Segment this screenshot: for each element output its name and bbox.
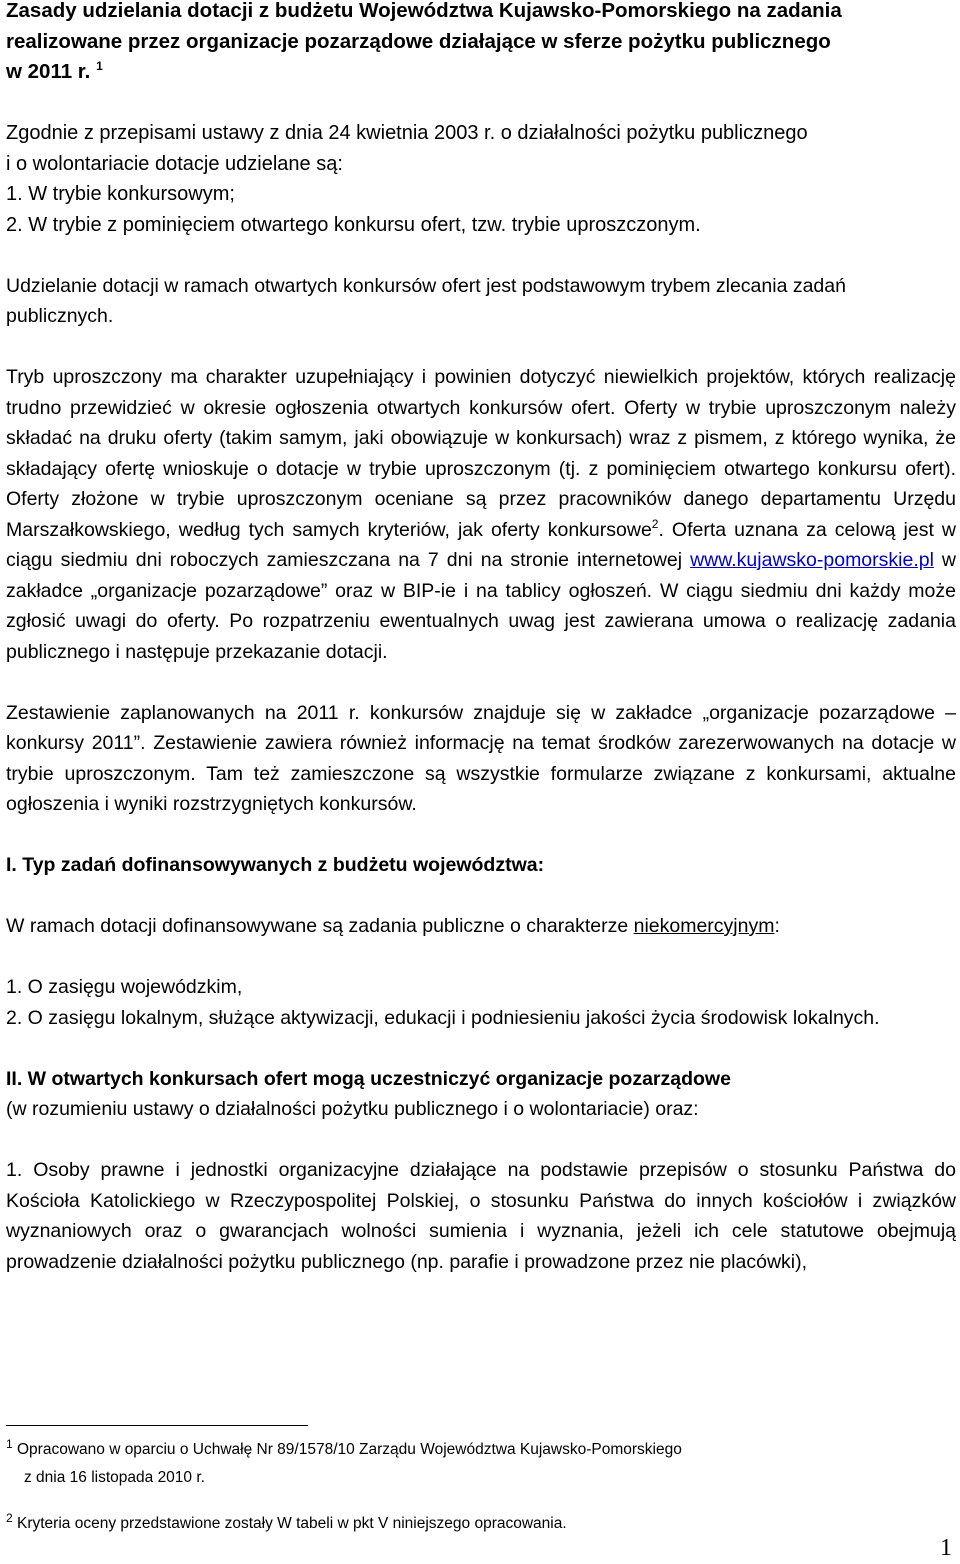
website-link[interactable]: www.kujawsko-pomorskie.pl xyxy=(690,549,934,571)
intro-item-2: 2. W trybie z pominięciem otwartego konkursu ofert, tzw. trybie uproszczonym. xyxy=(6,213,701,236)
section-2-item-1: 1. Osoby prawne i jednostki organizacyjne działające na podstawie przepisów o stosunku Państwa do Kościoła Katolickiego w Rzeczypospolitej Polskiej, o stosunku Państwa do innych kościołów i związków wyznaniowych oraz o gwarancjach wolności sumienia i wyznania, jeżeli ich cele statutowe obejmują prowadzenie działalności pożytku publicznego (np. parafie i prowadzone przez nie placówki), xyxy=(6,1159,956,1273)
section-1-lead-end: : xyxy=(774,915,780,937)
footnote-1 xyxy=(6,1436,682,1492)
page-number: 1 xyxy=(940,1535,952,1561)
intro-line-2: i o wolontariacie dotacje udzielane są: xyxy=(6,152,343,175)
paragraph-1: Udzielanie dotacji w ramach otwartych konkursów ofert jest podstawowym trybem zlecania zadań publicznych. xyxy=(6,274,846,327)
document-title xyxy=(6,0,956,88)
footnote-1-mark: 1 xyxy=(6,1437,13,1451)
section-1-item-2: 2. O zasięgu lokalnym, służące aktywizacji, edukacji i podniesieniu jakości życia środowisk lokalnych. xyxy=(6,1006,880,1029)
footnote-1-line-1: Opracowano w oparciu o Uchwałę Nr 89/1578/10 Zarządu Województwa Kujawsko-Pomorskiego xyxy=(17,1441,682,1458)
footnote-ref-2[interactable]: 2 xyxy=(651,516,659,531)
title-line-3: w 2011 r. xyxy=(6,60,91,83)
paragraph-3: Zestawienie zaplanowanych na 2011 r. konkursów znajduje się w zakładce „organizacje pozarządowe – konkursy 2011”. Zestawienie zawiera również informację na temat środków zarezerwowanych na dotacje w trybie uproszczonym. Tam też zamieszczone są wszystkie formularze związane z konkursami, aktualne ogłoszenia i wyniki rozstrzygniętych konkursów. xyxy=(6,701,956,815)
footnote-2-text: Kryteria oceny przedstawione zostały W tabeli w pkt V niniejszego opracowania. xyxy=(17,1515,567,1532)
footnote-1-line-2: z dnia 16 listopada 2010 r. xyxy=(24,1469,205,1486)
title-line-2: realizowane przez organizacje pozarządowe działające w sferze pożytku publicznego xyxy=(6,29,831,53)
paragraph-2-text-a: Tryb uproszczony ma charakter uzupełniający i powinien dotyczyć niewielkich projektów, których realizację trudno przewidzieć w okresie ogłoszenia otwartych konkursów ofert. Oferty w trybie uproszczonym należy składać na druku oferty (takim samym, jaki obowiązuje w konkursach) wraz z pismem, z którego wynika, że składający ofertę wnioskuje o dotacje w trybie uproszczonym (tj. z pominięciem otwartego konkursu ofert). Oferty złożone w trybie uproszczonym oceniane są przez pracowników danego departamentu Urzędu Marszałkowskiego, według tych samych kryteriów, jak oferty konkursowe xyxy=(6,366,956,541)
title-line-1: Zasady udzielania dotacji z budżetu Województwa Kujawsko-Pomorskiego na zadania xyxy=(6,0,842,22)
section-2-subheading: (w rozumieniu ustawy o działalności pożytku publicznego i o wolontariacie) oraz: xyxy=(6,1098,699,1120)
document-page xyxy=(6,0,956,1277)
footnote-2-mark: 2 xyxy=(6,1511,13,1525)
footnote-2 xyxy=(6,1510,567,1538)
intro-item-1: 1. W trybie konkursowym; xyxy=(6,183,235,205)
intro-line-1: Zgodnie z przepisami ustawy z dnia 24 kwietnia 2003 r. o działalności pożytku publicznego xyxy=(6,122,808,144)
paragraph-2-text-b: . Oferta uznana za celową jest w ciągu siedmiu dni roboczych zamieszczana na 7 dni na stronie internetowej xyxy=(6,518,956,571)
section-1-heading: I. Typ zadań dofinansowywanych z budżetu województwa: xyxy=(6,854,545,876)
paragraph-2 xyxy=(6,362,956,667)
paragraph-2-text-c: w zakładce „organizacje pozarządowe” oraz w BIP-ie i na tablicy ogłoszeń. W ciągu siedmiu dni każdy może zgłosić uwagi do oferty. Po rozpatrzeniu ewentualnych uwag jest zawierana umowa o realizację zadania publicznego i następuje przekazanie dotacji. xyxy=(6,549,956,663)
section-1-item-1: 1. O zasięgu wojewódzkim, xyxy=(6,976,243,998)
footnote-separator xyxy=(6,1425,308,1426)
intro-paragraph xyxy=(6,118,956,240)
noncommercial-term: niekomercyjnym xyxy=(633,915,775,937)
footnote-ref-1[interactable]: 1 xyxy=(96,59,103,73)
section-1-lead-text: W ramach dotacji dofinansowywane są zadania publiczne o charakterze xyxy=(6,915,634,937)
section-1-lead xyxy=(6,911,956,942)
section-2-heading: II. W otwartych konkursach ofert mogą uczestniczyć organizacje pozarządowe xyxy=(6,1067,731,1090)
